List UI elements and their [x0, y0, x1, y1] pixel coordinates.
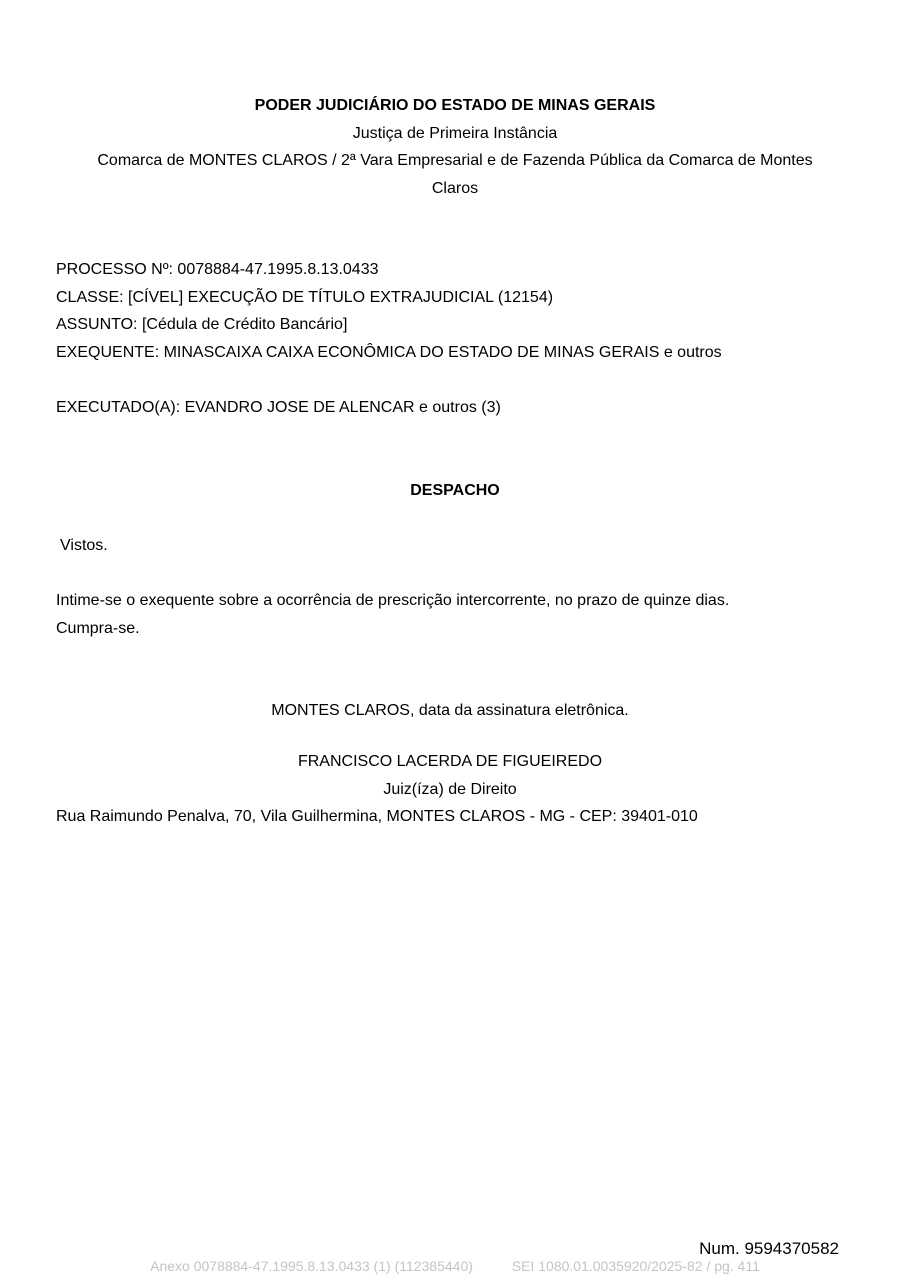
judge-title: Juiz(íza) de Direito — [383, 780, 517, 798]
body-paragraph-closing: Cumpra-se. — [56, 619, 140, 637]
body-paragraph: Intime-se o exequente sobre a ocorrência de prescrição intercorrente, no prazo de quinze dias. — [56, 592, 730, 609]
court-instance: Justiça de Primeira Instância — [352, 124, 558, 142]
signature-block — [56, 748, 844, 803]
case-number: PROCESSO Nº: 0078884-47.1995.8.13.0433 — [56, 261, 379, 278]
annex-footer — [0, 1256, 910, 1276]
document-body — [56, 587, 856, 642]
case-class: CLASSE: [CÍVEL] EXECUÇÃO DE TÍTULO EXTRAJUDICIAL (12154) — [56, 288, 554, 306]
annex-reference: Anexo 0078884-47.1995.8.13.0433 (1) (112385440) — [150, 1258, 473, 1274]
court-address: Rua Raimundo Penalva, 70, Vila Guilhermina, MONTES CLAROS - MG - CEP: 39401-010 — [56, 808, 698, 825]
case-info — [56, 256, 856, 421]
document-greeting: Vistos. — [60, 537, 108, 554]
place-date: MONTES CLAROS, data da assinatura eletrônica. — [271, 702, 629, 719]
document-number: Num. 9594370582 — [699, 1239, 839, 1258]
sei-reference: SEI 1080.01.0035920/2025-82 / pg. 411 — [511, 1258, 760, 1274]
case-subject: ASSUNTO: [Cédula de Crédito Bancário] — [56, 316, 348, 333]
document-header — [56, 92, 854, 202]
court-district-line1: Comarca de MONTES CLAROS / 2ª Vara Empresarial e de Fazenda Pública da Comarca de Montes — [97, 152, 813, 169]
spacer — [56, 366, 856, 394]
court-district-line2: Claros — [431, 179, 479, 197]
case-defendant: EXECUTADO(A): EVANDRO JOSE DE ALENCAR e outros (3) — [56, 398, 501, 416]
court-name: PODER JUDICIÁRIO DO ESTADO DE MINAS GERAIS — [254, 97, 656, 114]
document-title: DESPACHO — [410, 482, 500, 499]
judge-name: FRANCISCO LACERDA DE FIGUEIREDO — [297, 753, 603, 770]
case-plaintiff: EXEQUENTE: MINASCAIXA CAIXA ECONÔMICA DO ESTADO DE MINAS GERAIS e outros — [56, 343, 722, 361]
